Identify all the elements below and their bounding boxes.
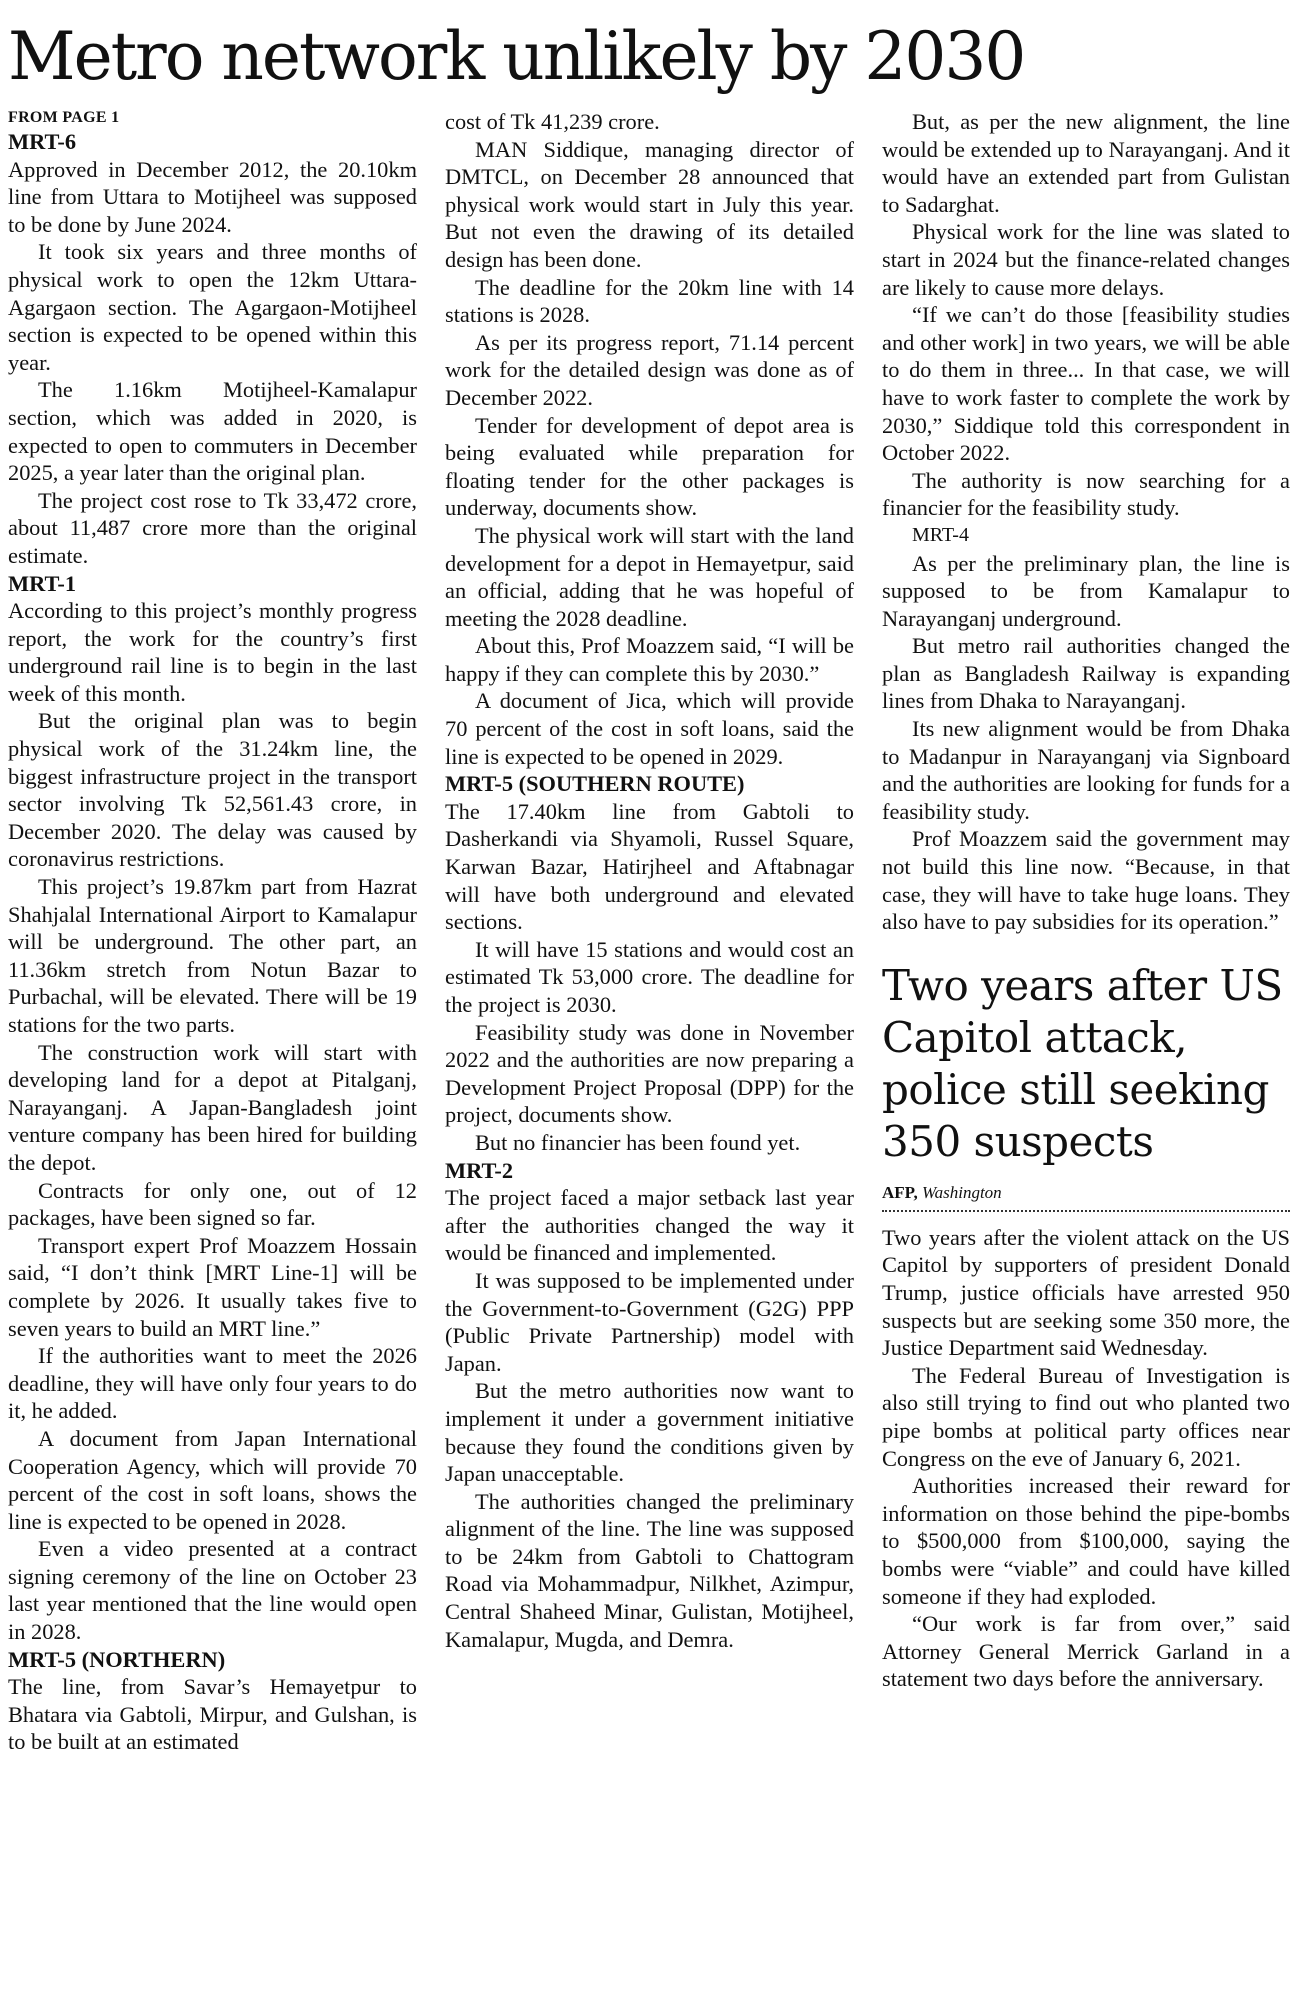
- paragraph: The line, from Savar’s Hemayetpur to Bhatara via Gabtoli, Mirpur, and Gulshan, is to be built at an estimated: [8, 1674, 417, 1755]
- main-headline: Metro network unlikely by 2030: [8, 18, 1025, 95]
- subhead-mrt-5-southern: MRT-5 (SOUTHERN ROUTE): [445, 771, 745, 797]
- byline-dateline: Washington: [922, 1182, 1002, 1202]
- paragraph: It took six years and three months of physical work to open the 12km Uttara-Agargaon section. The Agargaon-Motijheel section is expected to be opened within this year.: [8, 239, 417, 375]
- paragraph: The 17.40km line from Gabtoli to Dasherkandi via Shyamoli, Russel Square, Karwan Bazar, Hatirjheel and Aftabnagar will have both underground and elevated sections.: [445, 798, 854, 935]
- paragraph: Transport expert Prof Moazzem Hossain said, “I don’t think [MRT Line-1] will be complete by 2026. It usually takes five to seven years to build an MRT line.”: [8, 1232, 417, 1341]
- paragraph: Tender for development of depot area is being evaluated while preparation for floating tender for the other packages is underway, documents show.: [445, 412, 854, 521]
- paragraph: It was supposed to be implemented under the Government-to-Government (G2G) PPP (Public Private Partnership) model with Japan.: [445, 1267, 854, 1376]
- paragraph: But no financier has been found yet.: [475, 1129, 801, 1155]
- paragraph: The project cost rose to Tk 33,472 crore, about 11,487 crore more than the original estimate.: [8, 487, 417, 568]
- byline: [882, 1182, 1290, 1204]
- paragraph: The authorities changed the preliminary alignment of the line. The line was supposed to be 24km from Gabtoli to Chattogram Road via Mohammadpur, Nilkhet, Azimpur, Central Shaheed Minar, Gulistan, Motijheel, Kamalapur, Mugda, and Demra.: [445, 1488, 854, 1652]
- paragraph: Feasibility study was done in November 2022 and the authorities are now preparing a Development Project Proposal (DPP) for the project, documents show.: [445, 1019, 854, 1128]
- paragraph: About this, Prof Moazzem said, “I will be happy if they can complete this by 2030.”: [445, 633, 854, 686]
- subhead-mrt-5-northern: MRT-5 (NORTHERN): [8, 1646, 226, 1672]
- paragraph: Contracts for only one, out of 12 packages, have been signed so far.: [8, 1177, 417, 1231]
- subhead-mrt-6: MRT-6: [8, 129, 77, 154]
- paragraph: Two years after the violent attack on the US Capitol by supporters of president Donald Trump, justice officials have arrested 950 suspects but are seeking some 350 more, the Justice Department said Wednesday.: [882, 1224, 1290, 1361]
- paragraph: Prof Moazzem said the government may not build this line now. “Because, in that case, they will have to take huge loans. They also have to pay subsidies for its operation.”: [882, 826, 1290, 935]
- byline-agency: AFP,: [882, 1182, 918, 1202]
- subhead-mrt-2: MRT-2: [445, 1157, 514, 1183]
- subhead-mrt-4: MRT-4: [912, 523, 969, 546]
- from-page-kicker: FROM PAGE 1: [8, 109, 120, 126]
- paragraph: cost of Tk 41,239 crore.: [445, 109, 660, 134]
- paragraph: According to this project’s monthly progress report, the work for the country’s first underground rail line is to begin in the last week of this month.: [8, 598, 417, 706]
- paragraph: The authority is now searching for a financier for the feasibility study.: [882, 467, 1290, 521]
- paragraph: It will have 15 stations and would cost an estimated Tk 53,000 crore. The deadline for the project is 2030.: [445, 936, 854, 1017]
- secondary-headline: Two years after US Capitol attack, police still seeking 350 suspects: [882, 960, 1283, 1166]
- paragraph: The deadline for the 20km line with 14 stations is 2028.: [445, 274, 854, 328]
- paragraph: As per the preliminary plan, the line is supposed to be from Kamalapur to Narayanganj underground.: [882, 550, 1290, 631]
- article-column-3: [882, 108, 1290, 1693]
- article-column-1: [8, 108, 417, 1756]
- paragraph: Authorities increased their reward for information on those behind the pipe-bombs to $500,000 from $100,000, saying the bombs were “viable” and could have killed someone if they had exploded.: [882, 1473, 1290, 1609]
- paragraph: But, as per the new alignment, the line would be extended up to Narayanganj. And it would have an extended part from Gulistan to Sadarghat.: [882, 109, 1290, 217]
- paragraph: “If we can’t do those [feasibility studies and other work] in two years, we will be able to do them in three... In that case, we will have to work faster to complete the work by 2030,” Siddique told this correspondent in October 2022.: [882, 302, 1290, 466]
- dotted-divider: [882, 1210, 1290, 1212]
- paragraph: If the authorities want to meet the 2026 deadline, they will have only four years to do it, he added.: [8, 1343, 417, 1424]
- paragraph: The project faced a major setback last year after the authorities changed the way it would be financed and implemented.: [445, 1185, 854, 1266]
- article-column-2: [445, 108, 854, 1653]
- paragraph: But the original plan was to begin physical work of the 31.24km line, the biggest infrastructure project in the transport sector involving Tk 52,561.43 crore, in December 2020. The delay was caused by coronavirus restrictions.: [8, 708, 417, 872]
- paragraph: “Our work is far from over,” said Attorney General Merrick Garland in a statement two days before the anniversary.: [882, 1611, 1290, 1692]
- paragraph: The construction work will start with developing land for a depot at Pitalganj, Narayanganj. A Japan-Bangladesh joint venture company has been hired for building the depot.: [8, 1039, 417, 1175]
- paragraph: But metro rail authorities changed the plan as Bangladesh Railway is expanding lines from Dhaka to Narayanganj.: [882, 633, 1290, 714]
- subhead-mrt-1: MRT-1: [8, 570, 77, 596]
- paragraph: Approved in December 2012, the 20.10km line from Uttara to Motijheel was supposed to be done by June 2024.: [8, 156, 417, 237]
- paragraph: But the metro authorities now want to implement it under a government initiative because they found the conditions given by Japan unacceptable.: [445, 1378, 854, 1487]
- paragraph: The physical work will start with the land development for a depot in Hemayetpur, said an official, adding that he was hopeful of meeting the 2028 deadline.: [445, 522, 854, 631]
- paragraph: A document from Japan International Cooperation Agency, which will provide 70 percent of the cost in soft loans, shows the line is expected to be opened in 2028.: [8, 1425, 417, 1534]
- paragraph: This project’s 19.87km part from Hazrat Shahjalal International Airport to Kamalapur will be underground. The other part, an 11.36km stretch from Notun Bazar to Purbachal, will be elevated. There will be 19 stations for the two parts.: [8, 874, 417, 1037]
- paragraph: Even a video presented at a contract signing ceremony of the line on October 23 last year mentioned that the line would open in 2028.: [8, 1536, 417, 1645]
- paragraph: The 1.16km Motijheel-Kamalapur section, which was added in 2020, is expected to open to commuters in December 2025, a year later than the original plan.: [8, 377, 417, 486]
- paragraph: A document of Jica, which will provide 70 percent of the cost in soft loans, said the line is expected to be opened in 2029.: [445, 688, 854, 769]
- paragraph: As per its progress report, 71.14 percent work for the detailed design was done as of December 2022.: [445, 329, 854, 410]
- secondary-story: [882, 960, 1290, 1693]
- paragraph: The Federal Bureau of Investigation is also still trying to find out who planted two pipe bombs at political party offices near Congress on the eve of January 6, 2021.: [882, 1362, 1290, 1471]
- paragraph: Physical work for the line was slated to start in 2024 but the finance-related changes are likely to cause more delays.: [882, 219, 1290, 300]
- paragraph: MAN Siddique, managing director of DMTCL, on December 28 announced that physical work would start in July this year. But not even the drawing of its detailed design has been done.: [445, 136, 854, 272]
- paragraph: Its new alignment would be from Dhaka to Madanpur in Narayanganj via Signboard and the authorities are looking for funds for a feasibility study.: [882, 716, 1290, 824]
